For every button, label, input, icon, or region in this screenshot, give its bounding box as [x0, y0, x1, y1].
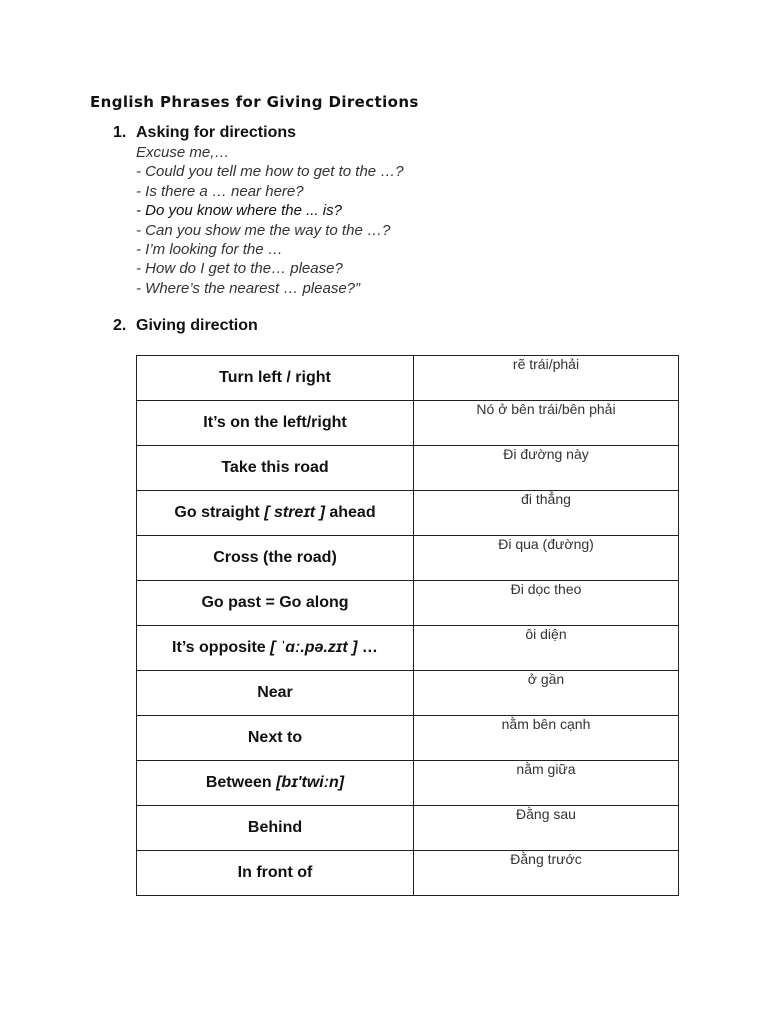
- english-phrase-cell: [137, 491, 414, 536]
- english-phrase: Go straight: [174, 504, 265, 521]
- english-phrase: It’s opposite: [172, 639, 271, 656]
- vietnamese-translation: nằm bên cạnh: [414, 716, 679, 761]
- english-phrase: Next to: [247, 729, 303, 746]
- asking-phrases-list: [136, 143, 404, 298]
- english-phrase: Between: [205, 774, 277, 791]
- vietnamese-translation: đi thẳng: [414, 491, 679, 536]
- english-phrase-cell: [137, 671, 414, 716]
- table-row: [137, 446, 679, 491]
- pronunciation: [ ˈɑː.pə.zɪt ]: [270, 639, 358, 656]
- english-phrase-cell: [137, 761, 414, 806]
- vietnamese-translation: ở gần: [414, 671, 679, 716]
- section-2-number: 2.: [113, 317, 127, 334]
- vietnamese-translation: ôi diện: [414, 626, 679, 671]
- table-row: [137, 491, 679, 536]
- vietnamese-translation: Đi đường này: [414, 446, 679, 491]
- table-row: [137, 626, 679, 671]
- section-1-title: Asking for directions: [136, 124, 297, 141]
- english-phrase-cell: [137, 401, 414, 446]
- section-1-heading: [113, 124, 296, 142]
- english-phrase: Behind: [247, 819, 303, 836]
- vietnamese-translation: Đi qua (đường): [414, 536, 679, 581]
- phrase-item: - Can you show me the way to the …?: [136, 221, 391, 239]
- vietnamese-translation: Đằng trước: [414, 851, 679, 896]
- table-row: [137, 581, 679, 626]
- directions-table: [136, 355, 679, 896]
- section-2-heading: [113, 317, 258, 335]
- table-row: [137, 761, 679, 806]
- english-phrase-cell: [137, 536, 414, 581]
- phrase-item: - I’m looking for the …: [136, 240, 283, 258]
- pronunciation: [bɪ'twiːn]: [276, 774, 345, 791]
- phrase-item: Excuse me,…: [136, 144, 230, 161]
- english-phrase-suffix: ahead: [324, 504, 376, 521]
- section-2-title: Giving direction: [136, 317, 258, 334]
- vietnamese-translation: Đằng sau: [414, 806, 679, 851]
- vietnamese-translation: rẽ trái/phải: [414, 356, 679, 401]
- english-phrase-cell: [137, 716, 414, 761]
- english-phrase-suffix: …: [357, 639, 378, 656]
- pronunciation: [ streɪt ]: [264, 504, 325, 521]
- english-phrase: Take this road: [221, 459, 329, 476]
- vietnamese-translation: Nó ở bên trái/bên phải: [414, 401, 679, 446]
- phrase-item: - Where’s the nearest … please?”: [136, 279, 360, 297]
- table-row: [137, 356, 679, 401]
- table-row: [137, 716, 679, 761]
- english-phrase-cell: [137, 446, 414, 491]
- english-phrase-cell: [137, 851, 414, 896]
- english-phrase: Near: [257, 684, 293, 701]
- english-phrase-cell: [137, 581, 414, 626]
- document-title: English Phrases for Giving Directions: [90, 93, 419, 111]
- table-row: [137, 671, 679, 716]
- table-row: [137, 401, 679, 446]
- phrase-item: - Is there a … near here?: [136, 182, 304, 200]
- english-phrase-cell: [137, 626, 414, 671]
- english-phrase: In front of: [237, 864, 313, 881]
- table-row: [137, 536, 679, 581]
- english-phrase: Cross (the road): [213, 549, 337, 566]
- vietnamese-translation: nằm giữa: [414, 761, 679, 806]
- english-phrase-cell: [137, 356, 414, 401]
- phrase-item: - How do I get to the… please?: [136, 260, 343, 278]
- table-row: [137, 851, 679, 896]
- vietnamese-translation: Đi dọc theo: [414, 581, 679, 626]
- english-phrase: Go past = Go along: [201, 594, 349, 611]
- english-phrase-cell: [137, 806, 414, 851]
- table-row: [137, 806, 679, 851]
- english-phrase: Turn left / right: [219, 369, 331, 386]
- phrase-item: - Do you know where the ... is?: [136, 202, 342, 220]
- phrase-item: - Could you tell me how to get to the …?: [136, 163, 404, 181]
- english-phrase: It’s on the left/right: [203, 414, 347, 431]
- section-1-number: 1.: [113, 124, 127, 141]
